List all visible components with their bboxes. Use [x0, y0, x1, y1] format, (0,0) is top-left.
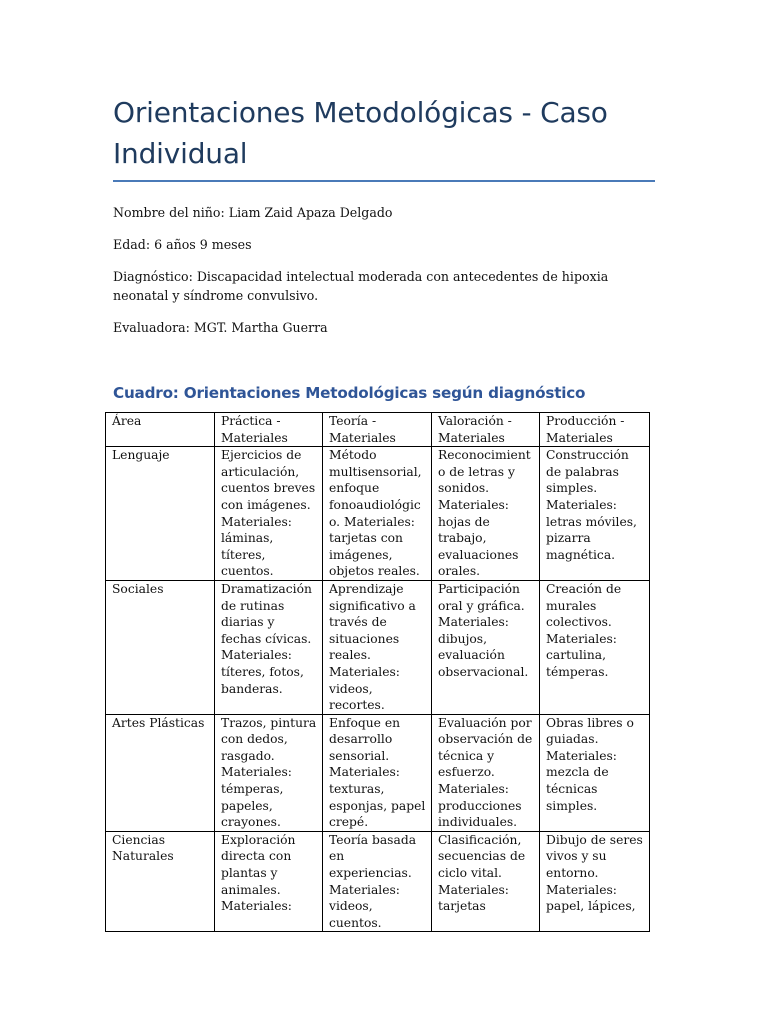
- cell-area: Lenguaje: [106, 447, 215, 581]
- table-heading: Cuadro: Orientaciones Metodológicas según diagnóstico: [113, 384, 586, 402]
- cell-area: Ciencias Naturales: [106, 831, 215, 932]
- cell-valoracion: Reconocimiento de letras y sonidos. Materiales: hojas de trabajo, evaluaciones orales.: [432, 447, 540, 581]
- cell-valoracion: Evaluación por observación de técnica y esfuerzo. Materiales: producciones individuales.: [432, 714, 540, 831]
- cell-teoria: Aprendizaje significativo a través de situaciones reales. Materiales: videos, recortes.: [323, 580, 432, 714]
- header-cell-area: Área: [106, 413, 215, 447]
- cell-produccion: Creación de murales colectivos. Materiales: cartulina, témperas.: [540, 580, 650, 714]
- title-divider: [113, 180, 655, 182]
- evaluator-line: Evaluadora: MGT. Martha Guerra: [113, 320, 328, 335]
- cell-practica: Ejercicios de articulación, cuentos breves con imágenes. Materiales: láminas, títeres, cuentos.: [215, 447, 323, 581]
- cell-teoria: Enfoque en desarrollo sensorial. Materiales: texturas, esponjas, papel crepé.: [323, 714, 432, 831]
- cell-area: Artes Plásticas: [106, 714, 215, 831]
- cell-produccion: Dibujo de seres vivos y su entorno. Materiales: papel, lápices,: [540, 831, 650, 932]
- table-row: [106, 831, 650, 932]
- document-title: Orientaciones Metodológicas - Caso Individual: [113, 96, 608, 170]
- cell-produccion: Construcción de palabras simples. Materiales: letras móviles, pizarra magnética.: [540, 447, 650, 581]
- child-name-line: Nombre del niño: Liam Zaid Apaza Delgado: [113, 205, 393, 220]
- header-cell-practica: Práctica - Materiales: [215, 413, 323, 447]
- table-row: [106, 447, 650, 581]
- methodology-table: [105, 412, 650, 932]
- cell-valoracion: Participación oral y gráfica. Materiales: dibujos, evaluación observacional.: [432, 580, 540, 714]
- document-page: [113, 92, 655, 404]
- cell-valoracion: Clasificación, secuencias de ciclo vital. Materiales: tarjetas: [432, 831, 540, 932]
- age-line: Edad: 6 años 9 meses: [113, 237, 252, 252]
- diagnosis-line: Diagnóstico: Discapacidad intelectual moderada con antecedentes de hipoxia neonatal y síndrome convulsivo.: [113, 269, 609, 303]
- cell-practica: Exploración directa con plantas y animales. Materiales:: [215, 831, 323, 932]
- table-row: [106, 580, 650, 714]
- header-cell-valoracion: Valoración - Materiales: [432, 413, 540, 447]
- table-row: [106, 714, 650, 831]
- header-cell-produccion: Producción - Materiales: [540, 413, 650, 447]
- header-cell-teoria: Teoría - Materiales: [323, 413, 432, 447]
- cell-area: Sociales: [106, 580, 215, 714]
- cell-produccion: Obras libres o guiadas. Materiales: mezcla de técnicas simples.: [540, 714, 650, 831]
- table-header-row: [106, 413, 650, 447]
- cell-teoria: Método multisensorial, enfoque fonoaudiológico. Materiales: tarjetas con imágenes, objetos reales.: [323, 447, 432, 581]
- cell-practica: Dramatización de rutinas diarias y fechas cívicas. Materiales: títeres, fotos, banderas.: [215, 580, 323, 714]
- cell-practica: Trazos, pintura con dedos, rasgado. Materiales: témperas, papeles, crayones.: [215, 714, 323, 831]
- cell-teoria: Teoría basada en experiencias. Materiales: videos, cuentos.: [323, 831, 432, 932]
